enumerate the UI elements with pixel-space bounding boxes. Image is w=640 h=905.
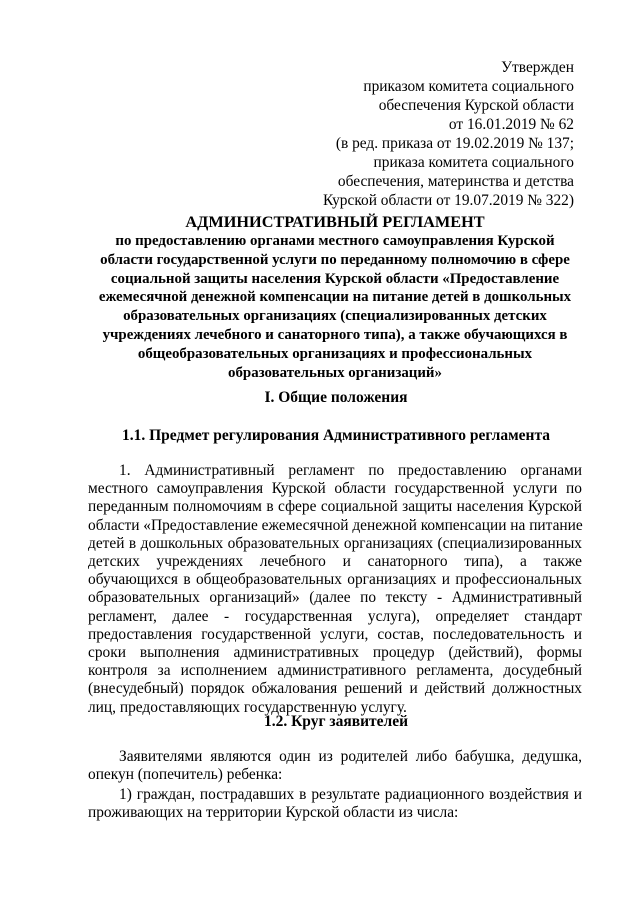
- paragraph-line: проживающих на территории Курской области из числа:: [88, 804, 459, 822]
- title-sub-line: социальной защиты населения Курской области «Предоставление: [110, 270, 560, 287]
- paragraph-line: лиц, предоставляющих государственную услугу.: [88, 698, 407, 716]
- paragraph-line: (внесудебный) порядок обжалования решений и действий должностных: [88, 680, 582, 698]
- title-main: АДМИНИСТРАТИВНЫЙ РЕГЛАМЕНТ: [185, 212, 485, 231]
- section-heading-general: I. Общие положения: [264, 389, 408, 406]
- title-sub-line: образовательных организаций»: [228, 364, 442, 381]
- title-sub-line: по предоставлению органами местного самоуправления Курской: [115, 233, 555, 249]
- paragraph-line: местного самоуправления Курской области государственной услуги по: [88, 480, 582, 498]
- title-sub-line: образовательных организациях (специализированных детских: [123, 308, 547, 325]
- approval-line: приказа комитета социального: [373, 154, 574, 171]
- approval-stamp: [274, 58, 574, 210]
- title-sub-line: ежемесячной денежной компенсации на питание детей в дошкольных: [98, 289, 572, 306]
- paragraph-applicants: [88, 748, 582, 784]
- title-sub-line: области государственной услуги по переданному полномочию в сфере: [100, 251, 570, 268]
- approval-line: обеспечения Курской области: [378, 97, 574, 114]
- document-title: [88, 212, 582, 382]
- paragraph-line: предоставления государственной услуги, состав, последовательность и: [88, 625, 582, 643]
- paragraph-line: детей в дошкольных образовательных организациях (специализированных: [88, 534, 582, 552]
- paragraph-line: контроля за исполнением административного регламента, досудебный: [88, 662, 582, 680]
- paragraph-line: Заявителями являются один из родителей либо бабушка, дедушка,: [119, 748, 582, 765]
- title-sub-line: общеобразовательных организациях и профессиональных: [137, 345, 533, 362]
- paragraph-category-1: [88, 786, 582, 822]
- approval-line: Утвержден: [501, 59, 574, 76]
- section-heading-subject: 1.1. Предмет регулирования Административного регламента: [121, 427, 551, 444]
- title-sub-line: учреждениях лечебного и санаторного типа), а также обучающихся в: [102, 326, 568, 343]
- paragraph-line: области «Предоставление ежемесячной денежной компенсации на питание: [88, 516, 583, 534]
- paragraph-line: переданным полномочиям в сфере социальной защиты населения Курской: [88, 498, 582, 516]
- approval-line: обеспечения, материнства и детства: [337, 173, 574, 190]
- paragraph-line: 1. Административный регламент по предоставлению органами: [119, 462, 582, 479]
- paragraph-regulation-subject: [88, 462, 582, 717]
- paragraph-line: обучающихся в общеобразовательных организациях и профессиональных: [88, 571, 582, 589]
- approval-line: (в ред. приказа от 19.02.2019 № 137;: [335, 135, 574, 152]
- paragraph-line: образовательных организаций» (далее по тексту - Административный: [88, 589, 582, 607]
- approval-line: Курской области от 19.07.2019 № 322): [322, 192, 574, 209]
- paragraph-line: сроки выполнения административных процедур (действий), формы: [88, 644, 582, 662]
- paragraph-line: 1) граждан, пострадавших в результате радиационного воздействия и: [119, 786, 582, 803]
- approval-line: приказом комитета социального: [363, 78, 574, 95]
- paragraph-line: детских учреждениях лечебного и санаторного типа), а также: [88, 553, 582, 571]
- paragraph-line: регламент, далее - государственная услуга), определяет стандарт: [88, 607, 582, 625]
- approval-line: от 16.01.2019 № 62: [448, 116, 574, 133]
- section-heading-applicants: 1.2. Круг заявителей: [263, 713, 409, 730]
- paragraph-line: опекун (попечитель) ребенка:: [88, 766, 283, 784]
